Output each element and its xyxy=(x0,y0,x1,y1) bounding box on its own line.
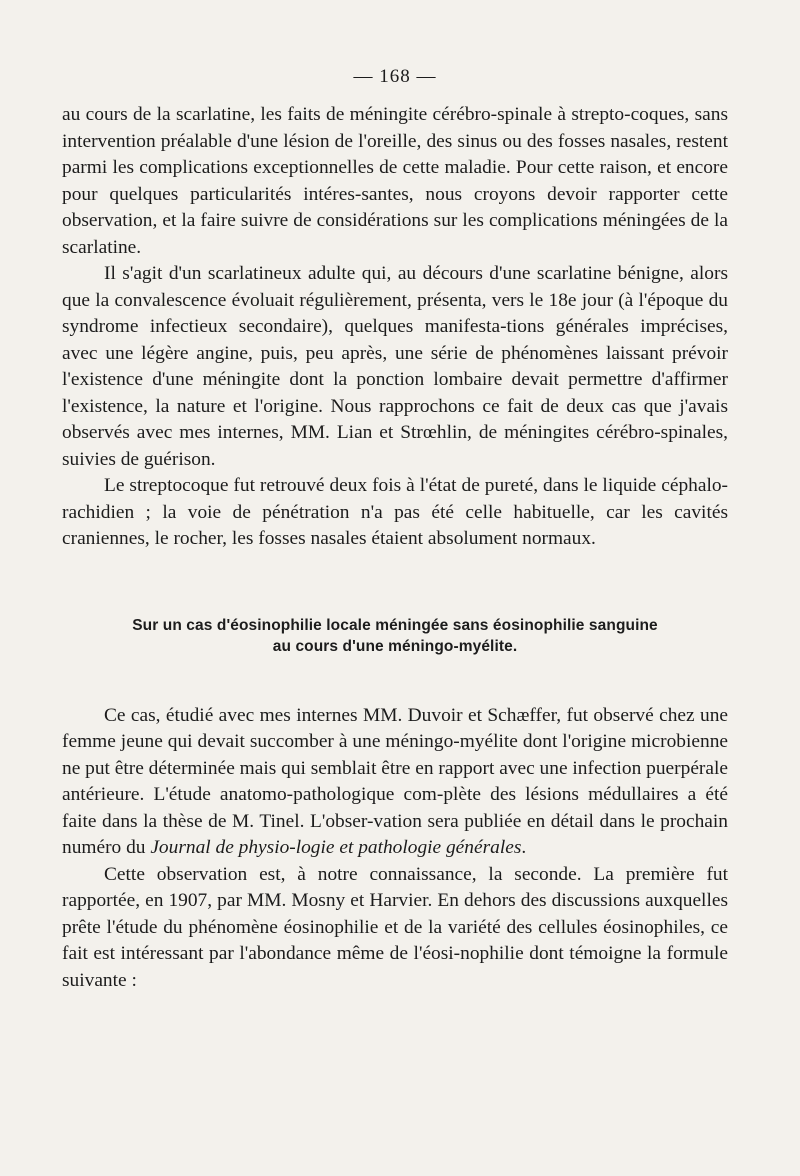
paragraph-eosinophilia-case-end: . xyxy=(521,837,527,858)
section-title-line-2: au cours d'une méningo-myélite. xyxy=(272,637,518,655)
journal-title: Journal de physio-logie et pathologie générales xyxy=(150,837,522,858)
paragraph-observation: Cette observation est, à notre connaissance, la seconde. La première fut rapportée, en 1907, par MM. Mosny et Harvier. En dehors des discussions auxquelles prête l'étude du phénomène éosinophilie et de la variété des cellules éosinophiles, ce fait est intéressant par l'abondance même de l'éosi-nophilie dont témoigne la formule suivante : xyxy=(62,863,728,991)
paragraph-case: Il s'agit d'un scarlatineux adulte qui, au décours d'une scarlatine bénigne, alors que la convalescence évoluait régulièrement, présenta, vers le 18e jour (à l'époque du syndrome infectieux secondaire), quelques manifesta-tions générales imprécises, avec une légère angine, puis, peu après, une série de phénomènes laissant prévoir l'existence d'une méningite dont la ponction lombaire devait permettre d'affirmer l'existence, la nature et l'origine. Nous rapprochons ce fait de deux cas que j'avais observés avec mes internes, MM. Lian et Strœhlin, de méningites cérébro-spinales, suivies de guérison. xyxy=(62,263,728,470)
page-number: — 168 — xyxy=(353,66,437,87)
section-title-line-1: Sur un cas d'éosinophilie locale méningée sans éosinophilie sanguine xyxy=(132,616,658,634)
paragraph-streptococcus: Le streptocoque fut retrouvé deux fois à l'état de pureté, dans le liquide céphalo-rachidien ; la voie de pénétration n'a pas été celle habituelle, car les cavités craniennes, le rocher, les fosses nasales étaient absolument normaux. xyxy=(62,475,728,549)
document-page xyxy=(62,66,728,994)
paragraph-eosinophilia-case xyxy=(62,703,728,862)
section-title xyxy=(62,615,728,657)
paragraph-eosinophilia-case-text: Ce cas, étudié avec mes internes MM. Duvoir et Schæffer, fut observé chez une femme jeune qui devait succomber à une méningo-myélite dont l'origine microbienne ne put être déterminée mais qui semblait être en rapport avec une infection puerpérale antérieure. L'étude anatomo-pathologique com-plète des lésions médullaires a été faite dans la thèse de M. Tinel. L'obser-vation sera publiée en détail dans le prochain numéro du xyxy=(62,704,728,858)
paragraph-intro: au cours de la scarlatine, les faits de méningite cérébro-spinale à strepto-coques, sans intervention préalable d'une lésion de l'oreille, des sinus ou des fosses nasales, restent parmi les complications exceptionnelles de cette maladie. Pour cette raison, et encore pour quelques particularités intéres-santes, nous croyons devoir rapporter cette observation, et la faire suivre de considérations sur les complications méningées de la scarlatine. xyxy=(62,104,728,258)
